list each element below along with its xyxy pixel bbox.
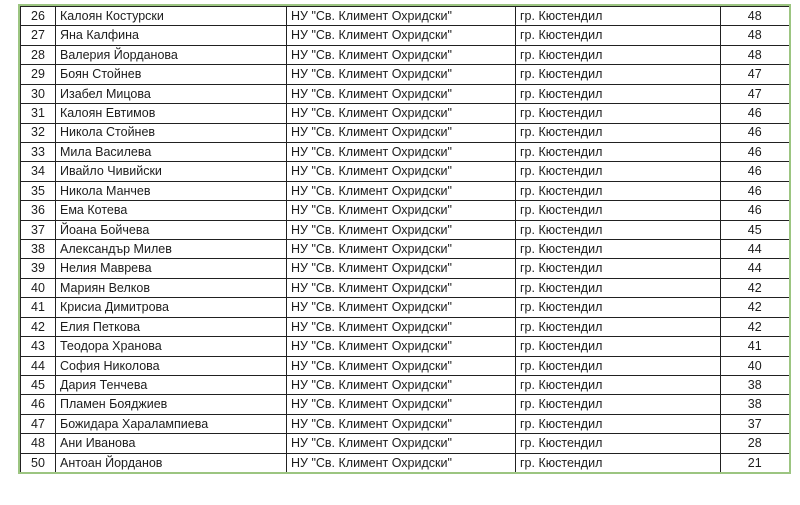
score-cell: 38 bbox=[721, 395, 789, 414]
school-cell: НУ "Св. Климент Охридски" bbox=[287, 453, 516, 472]
score-cell: 42 bbox=[721, 317, 789, 336]
table-row bbox=[21, 84, 789, 103]
rank-cell: 39 bbox=[21, 259, 56, 278]
score-cell: 46 bbox=[721, 181, 789, 200]
school-cell: НУ "Св. Климент Охридски" bbox=[287, 317, 516, 336]
table-row bbox=[21, 376, 789, 395]
rank-cell: 34 bbox=[21, 162, 56, 181]
table-row bbox=[21, 356, 789, 375]
table-row bbox=[21, 337, 789, 356]
rank-cell: 43 bbox=[21, 337, 56, 356]
rank-cell: 35 bbox=[21, 181, 56, 200]
city-cell: гр. Кюстендил bbox=[516, 298, 721, 317]
name-cell: Александър Милев bbox=[56, 240, 287, 259]
name-cell: Никола Стойнев bbox=[56, 123, 287, 142]
table-row bbox=[21, 278, 789, 297]
city-cell: гр. Кюстендил bbox=[516, 7, 721, 26]
city-cell: гр. Кюстендил bbox=[516, 201, 721, 220]
name-cell: Боян Стойнев bbox=[56, 65, 287, 84]
school-cell: НУ "Св. Климент Охридски" bbox=[287, 395, 516, 414]
school-cell: НУ "Св. Климент Охридски" bbox=[287, 162, 516, 181]
table-row bbox=[21, 317, 789, 336]
rank-cell: 28 bbox=[21, 45, 56, 64]
name-cell: Елия Петкова bbox=[56, 317, 287, 336]
city-cell: гр. Кюстендил bbox=[516, 142, 721, 161]
school-cell: НУ "Св. Климент Охридски" bbox=[287, 7, 516, 26]
table-row bbox=[21, 201, 789, 220]
table-row bbox=[21, 434, 789, 453]
table-row bbox=[21, 104, 789, 123]
rank-cell: 37 bbox=[21, 220, 56, 239]
table-row bbox=[21, 414, 789, 433]
name-cell: Ивайло Чивийски bbox=[56, 162, 287, 181]
school-cell: НУ "Св. Климент Охридски" bbox=[287, 201, 516, 220]
city-cell: гр. Кюстендил bbox=[516, 337, 721, 356]
name-cell: Изабел Мицова bbox=[56, 84, 287, 103]
rank-cell: 42 bbox=[21, 317, 56, 336]
table-row bbox=[21, 65, 789, 84]
school-cell: НУ "Св. Климент Охридски" bbox=[287, 142, 516, 161]
rank-cell: 38 bbox=[21, 240, 56, 259]
table-row bbox=[21, 220, 789, 239]
table-row bbox=[21, 298, 789, 317]
rank-cell: 48 bbox=[21, 434, 56, 453]
city-cell: гр. Кюстендил bbox=[516, 123, 721, 142]
city-cell: гр. Кюстендил bbox=[516, 240, 721, 259]
name-cell: Йоана Бойчева bbox=[56, 220, 287, 239]
name-cell: Божидара Харалампиева bbox=[56, 414, 287, 433]
table-row bbox=[21, 240, 789, 259]
rank-cell: 26 bbox=[21, 7, 56, 26]
name-cell: Ема Котева bbox=[56, 201, 287, 220]
name-cell: Пламен Бояджиев bbox=[56, 395, 287, 414]
city-cell: гр. Кюстендил bbox=[516, 104, 721, 123]
name-cell: Никола Манчев bbox=[56, 181, 287, 200]
city-cell: гр. Кюстендил bbox=[516, 84, 721, 103]
city-cell: гр. Кюстендил bbox=[516, 376, 721, 395]
city-cell: гр. Кюстендил bbox=[516, 356, 721, 375]
city-cell: гр. Кюстендил bbox=[516, 220, 721, 239]
name-cell: Антоан Йорданов bbox=[56, 453, 287, 472]
name-cell: Мила Василева bbox=[56, 142, 287, 161]
name-cell: Крисиа Димитрова bbox=[56, 298, 287, 317]
score-cell: 44 bbox=[721, 240, 789, 259]
rank-cell: 50 bbox=[21, 453, 56, 472]
table-row bbox=[21, 123, 789, 142]
school-cell: НУ "Св. Климент Охридски" bbox=[287, 45, 516, 64]
city-cell: гр. Кюстендил bbox=[516, 395, 721, 414]
school-cell: НУ "Св. Климент Охридски" bbox=[287, 278, 516, 297]
rank-cell: 29 bbox=[21, 65, 56, 84]
score-cell: 48 bbox=[721, 45, 789, 64]
city-cell: гр. Кюстендил bbox=[516, 317, 721, 336]
school-cell: НУ "Св. Климент Охридски" bbox=[287, 84, 516, 103]
score-cell: 38 bbox=[721, 376, 789, 395]
score-cell: 46 bbox=[721, 142, 789, 161]
city-cell: гр. Кюстендил bbox=[516, 414, 721, 433]
school-cell: НУ "Св. Климент Охридски" bbox=[287, 104, 516, 123]
rank-cell: 41 bbox=[21, 298, 56, 317]
table-row bbox=[21, 45, 789, 64]
name-cell: Калоян Костурски bbox=[56, 7, 287, 26]
name-cell: Дария Тенчева bbox=[56, 376, 287, 395]
name-cell: Нелия Маврева bbox=[56, 259, 287, 278]
school-cell: НУ "Св. Климент Охридски" bbox=[287, 356, 516, 375]
school-cell: НУ "Св. Климент Охридски" bbox=[287, 220, 516, 239]
score-cell: 47 bbox=[721, 65, 789, 84]
city-cell: гр. Кюстендил bbox=[516, 45, 721, 64]
score-cell: 48 bbox=[721, 7, 789, 26]
score-cell: 46 bbox=[721, 104, 789, 123]
rank-cell: 27 bbox=[21, 26, 56, 45]
table-row bbox=[21, 26, 789, 45]
score-cell: 42 bbox=[721, 278, 789, 297]
school-cell: НУ "Св. Климент Охридски" bbox=[287, 65, 516, 84]
city-cell: гр. Кюстендил bbox=[516, 162, 721, 181]
table-row bbox=[21, 181, 789, 200]
school-cell: НУ "Св. Климент Охридски" bbox=[287, 298, 516, 317]
rank-cell: 47 bbox=[21, 414, 56, 433]
rank-cell: 36 bbox=[21, 201, 56, 220]
city-cell: гр. Кюстендил bbox=[516, 26, 721, 45]
table-row bbox=[21, 259, 789, 278]
rank-cell: 46 bbox=[21, 395, 56, 414]
name-cell: София Николова bbox=[56, 356, 287, 375]
rank-cell: 30 bbox=[21, 84, 56, 103]
school-cell: НУ "Св. Климент Охридски" bbox=[287, 434, 516, 453]
school-cell: НУ "Св. Климент Охридски" bbox=[287, 259, 516, 278]
score-cell: 41 bbox=[721, 337, 789, 356]
school-cell: НУ "Св. Климент Охридски" bbox=[287, 123, 516, 142]
table-row bbox=[21, 395, 789, 414]
table-row bbox=[21, 162, 789, 181]
results-table bbox=[20, 6, 789, 472]
score-cell: 46 bbox=[721, 201, 789, 220]
score-cell: 47 bbox=[721, 84, 789, 103]
school-cell: НУ "Св. Климент Охридски" bbox=[287, 414, 516, 433]
table-row bbox=[21, 7, 789, 26]
rank-cell: 40 bbox=[21, 278, 56, 297]
rank-cell: 31 bbox=[21, 104, 56, 123]
rank-cell: 32 bbox=[21, 123, 56, 142]
school-cell: НУ "Св. Климент Охридски" bbox=[287, 376, 516, 395]
city-cell: гр. Кюстендил bbox=[516, 181, 721, 200]
score-cell: 44 bbox=[721, 259, 789, 278]
rank-cell: 44 bbox=[21, 356, 56, 375]
score-cell: 21 bbox=[721, 453, 789, 472]
score-cell: 42 bbox=[721, 298, 789, 317]
table-row bbox=[21, 453, 789, 472]
name-cell: Валерия Йорданова bbox=[56, 45, 287, 64]
name-cell: Мариян Велков bbox=[56, 278, 287, 297]
city-cell: гр. Кюстендил bbox=[516, 259, 721, 278]
table-row bbox=[21, 142, 789, 161]
score-cell: 40 bbox=[721, 356, 789, 375]
score-cell: 45 bbox=[721, 220, 789, 239]
score-cell: 48 bbox=[721, 26, 789, 45]
name-cell: Калоян Евтимов bbox=[56, 104, 287, 123]
city-cell: гр. Кюстендил bbox=[516, 453, 721, 472]
score-cell: 46 bbox=[721, 162, 789, 181]
score-cell: 46 bbox=[721, 123, 789, 142]
name-cell: Ани Иванова bbox=[56, 434, 287, 453]
name-cell: Яна Калфина bbox=[56, 26, 287, 45]
city-cell: гр. Кюстендил bbox=[516, 65, 721, 84]
rank-cell: 45 bbox=[21, 376, 56, 395]
school-cell: НУ "Св. Климент Охридски" bbox=[287, 26, 516, 45]
name-cell: Теодора Хранова bbox=[56, 337, 287, 356]
city-cell: гр. Кюстендил bbox=[516, 278, 721, 297]
school-cell: НУ "Св. Климент Охридски" bbox=[287, 240, 516, 259]
school-cell: НУ "Св. Климент Охридски" bbox=[287, 337, 516, 356]
score-cell: 28 bbox=[721, 434, 789, 453]
score-cell: 37 bbox=[721, 414, 789, 433]
rank-cell: 33 bbox=[21, 142, 56, 161]
city-cell: гр. Кюстендил bbox=[516, 434, 721, 453]
school-cell: НУ "Св. Климент Охридски" bbox=[287, 181, 516, 200]
results-table-container bbox=[18, 4, 791, 474]
